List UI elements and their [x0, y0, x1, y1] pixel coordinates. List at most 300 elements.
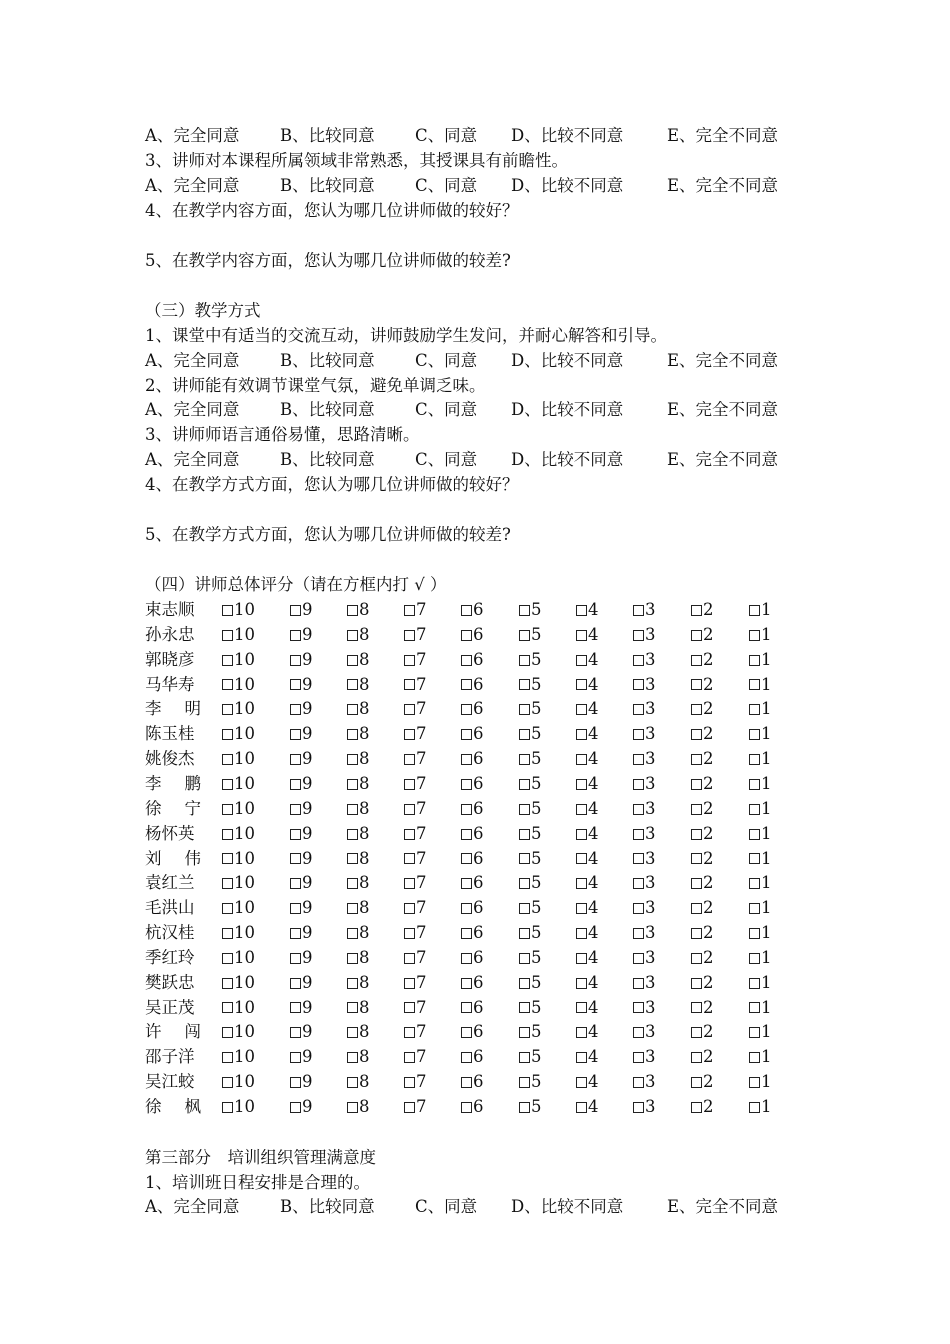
checkbox-square-icon[interactable]: [222, 978, 233, 989]
score-checkbox[interactable]: [519, 797, 542, 822]
score-checkbox[interactable]: [691, 847, 714, 872]
checkbox-square-icon[interactable]: [290, 1002, 301, 1013]
checkbox-square-icon[interactable]: [347, 679, 358, 690]
score-checkbox[interactable]: [347, 946, 370, 971]
score-checkbox[interactable]: [347, 598, 370, 623]
checkbox-square-icon[interactable]: [633, 754, 644, 765]
checkbox-square-icon[interactable]: [633, 878, 644, 889]
score-checkbox[interactable]: [222, 1020, 255, 1045]
answer-option[interactable]: C、同意: [415, 176, 478, 195]
score-checkbox[interactable]: [749, 1070, 772, 1095]
score-checkbox[interactable]: [222, 822, 255, 847]
score-checkbox[interactable]: [404, 772, 427, 797]
score-checkbox[interactable]: [749, 1020, 772, 1045]
checkbox-square-icon[interactable]: [461, 754, 472, 765]
score-checkbox[interactable]: [691, 1095, 714, 1120]
score-checkbox[interactable]: [222, 598, 255, 623]
score-checkbox[interactable]: [691, 971, 714, 996]
score-checkbox[interactable]: [461, 896, 484, 921]
checkbox-square-icon[interactable]: [576, 729, 587, 740]
answer-option[interactable]: C、同意: [415, 126, 478, 145]
checkbox-square-icon[interactable]: [404, 903, 415, 914]
checkbox-square-icon[interactable]: [222, 829, 233, 840]
checkbox-square-icon[interactable]: [519, 754, 530, 765]
checkbox-square-icon[interactable]: [347, 704, 358, 715]
score-checkbox[interactable]: [576, 946, 599, 971]
checkbox-square-icon[interactable]: [347, 754, 358, 765]
score-checkbox[interactable]: [461, 1020, 484, 1045]
score-checkbox[interactable]: [691, 946, 714, 971]
checkbox-square-icon[interactable]: [461, 729, 472, 740]
checkbox-square-icon[interactable]: [691, 903, 702, 914]
score-checkbox[interactable]: [633, 847, 656, 872]
score-checkbox[interactable]: [461, 921, 484, 946]
checkbox-square-icon[interactable]: [347, 630, 358, 641]
score-checkbox[interactable]: [461, 996, 484, 1021]
checkbox-square-icon[interactable]: [461, 704, 472, 715]
checkbox-square-icon[interactable]: [347, 1077, 358, 1088]
score-checkbox[interactable]: [222, 1070, 255, 1095]
checkbox-square-icon[interactable]: [519, 903, 530, 914]
score-checkbox[interactable]: [222, 871, 255, 896]
score-checkbox[interactable]: [404, 673, 427, 698]
score-checkbox[interactable]: [404, 648, 427, 673]
score-checkbox[interactable]: [633, 648, 656, 673]
checkbox-square-icon[interactable]: [576, 779, 587, 790]
score-checkbox[interactable]: [576, 697, 599, 722]
checkbox-square-icon[interactable]: [461, 978, 472, 989]
score-checkbox[interactable]: [691, 871, 714, 896]
score-checkbox[interactable]: [519, 697, 542, 722]
score-checkbox[interactable]: [461, 1095, 484, 1120]
score-checkbox[interactable]: [461, 772, 484, 797]
answer-option[interactable]: D、比较不同意: [511, 351, 624, 370]
score-checkbox[interactable]: [347, 772, 370, 797]
checkbox-square-icon[interactable]: [222, 804, 233, 815]
checkbox-square-icon[interactable]: [461, 605, 472, 616]
checkbox-square-icon[interactable]: [404, 754, 415, 765]
score-checkbox[interactable]: [749, 673, 772, 698]
checkbox-square-icon[interactable]: [290, 704, 301, 715]
score-checkbox[interactable]: [749, 871, 772, 896]
score-checkbox[interactable]: [290, 747, 313, 772]
checkbox-square-icon[interactable]: [290, 1102, 301, 1113]
score-checkbox[interactable]: [461, 648, 484, 673]
score-checkbox[interactable]: [290, 772, 313, 797]
checkbox-square-icon[interactable]: [691, 804, 702, 815]
answer-option[interactable]: B、比较同意: [280, 400, 375, 419]
checkbox-square-icon[interactable]: [749, 1052, 760, 1063]
score-checkbox[interactable]: [404, 598, 427, 623]
score-checkbox[interactable]: [290, 797, 313, 822]
checkbox-square-icon[interactable]: [519, 978, 530, 989]
checkbox-square-icon[interactable]: [222, 655, 233, 666]
checkbox-square-icon[interactable]: [222, 1027, 233, 1038]
checkbox-square-icon[interactable]: [576, 1027, 587, 1038]
score-checkbox[interactable]: [404, 871, 427, 896]
checkbox-square-icon[interactable]: [404, 853, 415, 864]
score-checkbox[interactable]: [290, 697, 313, 722]
checkbox-square-icon[interactable]: [633, 829, 644, 840]
checkbox-square-icon[interactable]: [749, 903, 760, 914]
checkbox-square-icon[interactable]: [404, 978, 415, 989]
score-checkbox[interactable]: [347, 971, 370, 996]
score-checkbox[interactable]: [404, 1045, 427, 1070]
score-checkbox[interactable]: [222, 896, 255, 921]
score-checkbox[interactable]: [290, 971, 313, 996]
checkbox-square-icon[interactable]: [576, 878, 587, 889]
checkbox-square-icon[interactable]: [691, 928, 702, 939]
checkbox-square-icon[interactable]: [290, 754, 301, 765]
checkbox-square-icon[interactable]: [691, 655, 702, 666]
checkbox-square-icon[interactable]: [749, 953, 760, 964]
score-checkbox[interactable]: [576, 648, 599, 673]
checkbox-square-icon[interactable]: [519, 729, 530, 740]
score-checkbox[interactable]: [347, 648, 370, 673]
checkbox-square-icon[interactable]: [222, 953, 233, 964]
checkbox-square-icon[interactable]: [347, 853, 358, 864]
answer-option[interactable]: B、比较同意: [280, 126, 375, 145]
score-checkbox[interactable]: [633, 921, 656, 946]
checkbox-square-icon[interactable]: [749, 754, 760, 765]
score-checkbox[interactable]: [633, 797, 656, 822]
checkbox-square-icon[interactable]: [576, 655, 587, 666]
checkbox-square-icon[interactable]: [633, 1102, 644, 1113]
checkbox-square-icon[interactable]: [633, 1077, 644, 1088]
checkbox-square-icon[interactable]: [347, 928, 358, 939]
checkbox-square-icon[interactable]: [519, 853, 530, 864]
checkbox-square-icon[interactable]: [290, 679, 301, 690]
checkbox-square-icon[interactable]: [222, 679, 233, 690]
checkbox-square-icon[interactable]: [290, 829, 301, 840]
checkbox-square-icon[interactable]: [222, 878, 233, 889]
score-checkbox[interactable]: [404, 1095, 427, 1120]
score-checkbox[interactable]: [404, 1020, 427, 1045]
checkbox-square-icon[interactable]: [691, 779, 702, 790]
score-checkbox[interactable]: [576, 722, 599, 747]
score-checkbox[interactable]: [749, 1045, 772, 1070]
checkbox-square-icon[interactable]: [404, 928, 415, 939]
score-checkbox[interactable]: [519, 847, 542, 872]
answer-option[interactable]: D、比较不同意: [511, 176, 624, 195]
checkbox-square-icon[interactable]: [404, 704, 415, 715]
checkbox-square-icon[interactable]: [222, 1102, 233, 1113]
checkbox-square-icon[interactable]: [222, 704, 233, 715]
score-checkbox[interactable]: [222, 697, 255, 722]
score-checkbox[interactable]: [404, 822, 427, 847]
checkbox-square-icon[interactable]: [404, 605, 415, 616]
answer-option[interactable]: C、同意: [415, 351, 478, 370]
checkbox-square-icon[interactable]: [461, 903, 472, 914]
answer-option[interactable]: E、完全不同意: [667, 351, 779, 370]
score-checkbox[interactable]: [749, 996, 772, 1021]
score-checkbox[interactable]: [290, 1045, 313, 1070]
checkbox-square-icon[interactable]: [749, 804, 760, 815]
checkbox-square-icon[interactable]: [290, 878, 301, 889]
checkbox-square-icon[interactable]: [519, 804, 530, 815]
checkbox-square-icon[interactable]: [633, 704, 644, 715]
checkbox-square-icon[interactable]: [290, 630, 301, 641]
checkbox-square-icon[interactable]: [461, 1077, 472, 1088]
score-checkbox[interactable]: [404, 797, 427, 822]
checkbox-square-icon[interactable]: [404, 1002, 415, 1013]
score-checkbox[interactable]: [691, 623, 714, 648]
score-checkbox[interactable]: [222, 921, 255, 946]
score-checkbox[interactable]: [576, 1020, 599, 1045]
checkbox-square-icon[interactable]: [347, 829, 358, 840]
score-checkbox[interactable]: [749, 1095, 772, 1120]
checkbox-square-icon[interactable]: [461, 655, 472, 666]
answer-option[interactable]: A、完全同意: [145, 400, 240, 419]
checkbox-square-icon[interactable]: [290, 853, 301, 864]
checkbox-square-icon[interactable]: [691, 704, 702, 715]
checkbox-square-icon[interactable]: [519, 1077, 530, 1088]
score-checkbox[interactable]: [222, 847, 255, 872]
checkbox-square-icon[interactable]: [222, 630, 233, 641]
checkbox-square-icon[interactable]: [404, 953, 415, 964]
checkbox-square-icon[interactable]: [461, 878, 472, 889]
answer-option[interactable]: C、同意: [415, 400, 478, 419]
checkbox-square-icon[interactable]: [633, 605, 644, 616]
checkbox-square-icon[interactable]: [519, 928, 530, 939]
answer-option[interactable]: D、比较不同意: [511, 450, 624, 469]
checkbox-square-icon[interactable]: [404, 1052, 415, 1063]
checkbox-square-icon[interactable]: [461, 1052, 472, 1063]
score-checkbox[interactable]: [461, 946, 484, 971]
checkbox-square-icon[interactable]: [290, 978, 301, 989]
checkbox-square-icon[interactable]: [749, 729, 760, 740]
score-checkbox[interactable]: [222, 747, 255, 772]
score-checkbox[interactable]: [404, 697, 427, 722]
score-checkbox[interactable]: [691, 673, 714, 698]
checkbox-square-icon[interactable]: [519, 679, 530, 690]
score-checkbox[interactable]: [633, 946, 656, 971]
checkbox-square-icon[interactable]: [290, 655, 301, 666]
score-checkbox[interactable]: [347, 673, 370, 698]
checkbox-square-icon[interactable]: [404, 804, 415, 815]
checkbox-square-icon[interactable]: [519, 1052, 530, 1063]
score-checkbox[interactable]: [691, 747, 714, 772]
checkbox-square-icon[interactable]: [691, 1052, 702, 1063]
checkbox-square-icon[interactable]: [691, 679, 702, 690]
score-checkbox[interactable]: [347, 1045, 370, 1070]
checkbox-square-icon[interactable]: [290, 953, 301, 964]
checkbox-square-icon[interactable]: [691, 853, 702, 864]
score-checkbox[interactable]: [404, 722, 427, 747]
checkbox-square-icon[interactable]: [290, 928, 301, 939]
score-checkbox[interactable]: [691, 598, 714, 623]
checkbox-square-icon[interactable]: [749, 704, 760, 715]
checkbox-square-icon[interactable]: [222, 853, 233, 864]
checkbox-square-icon[interactable]: [576, 704, 587, 715]
answer-option[interactable]: B、比较同意: [280, 176, 375, 195]
score-checkbox[interactable]: [461, 623, 484, 648]
answer-option[interactable]: D、比较不同意: [511, 400, 624, 419]
checkbox-square-icon[interactable]: [691, 1027, 702, 1038]
score-checkbox[interactable]: [290, 598, 313, 623]
score-checkbox[interactable]: [404, 1070, 427, 1095]
score-checkbox[interactable]: [290, 1020, 313, 1045]
checkbox-square-icon[interactable]: [691, 1077, 702, 1088]
score-checkbox[interactable]: [576, 772, 599, 797]
score-checkbox[interactable]: [691, 921, 714, 946]
checkbox-square-icon[interactable]: [347, 605, 358, 616]
score-checkbox[interactable]: [222, 996, 255, 1021]
answer-option[interactable]: D、比较不同意: [511, 1197, 624, 1216]
score-checkbox[interactable]: [461, 673, 484, 698]
checkbox-square-icon[interactable]: [347, 1002, 358, 1013]
score-checkbox[interactable]: [347, 1070, 370, 1095]
score-checkbox[interactable]: [519, 747, 542, 772]
score-checkbox[interactable]: [633, 747, 656, 772]
score-checkbox[interactable]: [633, 1045, 656, 1070]
score-checkbox[interactable]: [633, 1070, 656, 1095]
checkbox-square-icon[interactable]: [749, 605, 760, 616]
checkbox-square-icon[interactable]: [347, 878, 358, 889]
checkbox-square-icon[interactable]: [576, 1002, 587, 1013]
score-checkbox[interactable]: [222, 673, 255, 698]
score-checkbox[interactable]: [519, 648, 542, 673]
score-checkbox[interactable]: [347, 896, 370, 921]
checkbox-square-icon[interactable]: [749, 1002, 760, 1013]
checkbox-square-icon[interactable]: [519, 953, 530, 964]
score-checkbox[interactable]: [519, 722, 542, 747]
score-checkbox[interactable]: [749, 747, 772, 772]
score-checkbox[interactable]: [633, 623, 656, 648]
score-checkbox[interactable]: [576, 797, 599, 822]
score-checkbox[interactable]: [519, 598, 542, 623]
score-checkbox[interactable]: [290, 1070, 313, 1095]
score-checkbox[interactable]: [633, 971, 656, 996]
score-checkbox[interactable]: [347, 996, 370, 1021]
checkbox-square-icon[interactable]: [290, 729, 301, 740]
score-checkbox[interactable]: [576, 1095, 599, 1120]
score-checkbox[interactable]: [347, 871, 370, 896]
score-checkbox[interactable]: [290, 896, 313, 921]
checkbox-square-icon[interactable]: [461, 1002, 472, 1013]
checkbox-square-icon[interactable]: [576, 1077, 587, 1088]
checkbox-square-icon[interactable]: [576, 953, 587, 964]
score-checkbox[interactable]: [633, 871, 656, 896]
checkbox-square-icon[interactable]: [347, 1052, 358, 1063]
checkbox-square-icon[interactable]: [222, 729, 233, 740]
score-checkbox[interactable]: [691, 1070, 714, 1095]
checkbox-square-icon[interactable]: [749, 1102, 760, 1113]
score-checkbox[interactable]: [519, 1095, 542, 1120]
score-checkbox[interactable]: [519, 896, 542, 921]
answer-option[interactable]: A、完全同意: [145, 126, 240, 145]
score-checkbox[interactable]: [749, 946, 772, 971]
score-checkbox[interactable]: [461, 1070, 484, 1095]
score-checkbox[interactable]: [519, 772, 542, 797]
score-checkbox[interactable]: [290, 921, 313, 946]
checkbox-square-icon[interactable]: [691, 605, 702, 616]
answer-option[interactable]: E、完全不同意: [667, 1197, 779, 1216]
checkbox-square-icon[interactable]: [519, 1102, 530, 1113]
checkbox-square-icon[interactable]: [404, 655, 415, 666]
checkbox-square-icon[interactable]: [519, 1002, 530, 1013]
checkbox-square-icon[interactable]: [404, 630, 415, 641]
checkbox-square-icon[interactable]: [749, 1027, 760, 1038]
score-checkbox[interactable]: [691, 772, 714, 797]
score-checkbox[interactable]: [290, 822, 313, 847]
score-checkbox[interactable]: [347, 1095, 370, 1120]
score-checkbox[interactable]: [519, 822, 542, 847]
score-checkbox[interactable]: [461, 598, 484, 623]
checkbox-square-icon[interactable]: [576, 1052, 587, 1063]
score-checkbox[interactable]: [461, 1045, 484, 1070]
score-checkbox[interactable]: [461, 722, 484, 747]
checkbox-square-icon[interactable]: [461, 928, 472, 939]
answer-option[interactable]: E、完全不同意: [667, 400, 779, 419]
score-checkbox[interactable]: [749, 921, 772, 946]
checkbox-square-icon[interactable]: [749, 978, 760, 989]
answer-option[interactable]: E、完全不同意: [667, 450, 779, 469]
checkbox-square-icon[interactable]: [633, 953, 644, 964]
checkbox-square-icon[interactable]: [633, 630, 644, 641]
answer-option[interactable]: A、完全同意: [145, 450, 240, 469]
score-checkbox[interactable]: [519, 623, 542, 648]
answer-option[interactable]: A、完全同意: [145, 351, 240, 370]
checkbox-square-icon[interactable]: [633, 1052, 644, 1063]
checkbox-square-icon[interactable]: [633, 655, 644, 666]
checkbox-square-icon[interactable]: [691, 1002, 702, 1013]
checkbox-square-icon[interactable]: [404, 1077, 415, 1088]
checkbox-square-icon[interactable]: [404, 829, 415, 840]
score-checkbox[interactable]: [290, 847, 313, 872]
score-checkbox[interactable]: [347, 921, 370, 946]
answer-option[interactable]: E、完全不同意: [667, 126, 779, 145]
score-checkbox[interactable]: [461, 871, 484, 896]
score-checkbox[interactable]: [691, 822, 714, 847]
score-checkbox[interactable]: [576, 822, 599, 847]
checkbox-square-icon[interactable]: [347, 655, 358, 666]
score-checkbox[interactable]: [519, 673, 542, 698]
score-checkbox[interactable]: [576, 996, 599, 1021]
score-checkbox[interactable]: [222, 1095, 255, 1120]
score-checkbox[interactable]: [290, 1095, 313, 1120]
score-checkbox[interactable]: [519, 971, 542, 996]
score-checkbox[interactable]: [347, 747, 370, 772]
score-checkbox[interactable]: [576, 871, 599, 896]
checkbox-square-icon[interactable]: [633, 928, 644, 939]
score-checkbox[interactable]: [576, 896, 599, 921]
score-checkbox[interactable]: [633, 1095, 656, 1120]
answer-option[interactable]: C、同意: [415, 450, 478, 469]
score-checkbox[interactable]: [749, 648, 772, 673]
checkbox-square-icon[interactable]: [749, 878, 760, 889]
score-checkbox[interactable]: [290, 648, 313, 673]
checkbox-square-icon[interactable]: [290, 1077, 301, 1088]
checkbox-square-icon[interactable]: [633, 779, 644, 790]
score-checkbox[interactable]: [461, 697, 484, 722]
answer-option[interactable]: A、完全同意: [145, 1197, 240, 1216]
score-checkbox[interactable]: [290, 673, 313, 698]
checkbox-square-icon[interactable]: [749, 779, 760, 790]
score-checkbox[interactable]: [347, 797, 370, 822]
score-checkbox[interactable]: [404, 971, 427, 996]
checkbox-square-icon[interactable]: [519, 878, 530, 889]
checkbox-square-icon[interactable]: [576, 1102, 587, 1113]
score-checkbox[interactable]: [691, 996, 714, 1021]
checkbox-square-icon[interactable]: [461, 953, 472, 964]
checkbox-square-icon[interactable]: [461, 779, 472, 790]
checkbox-square-icon[interactable]: [519, 779, 530, 790]
score-checkbox[interactable]: [347, 1020, 370, 1045]
score-checkbox[interactable]: [347, 697, 370, 722]
checkbox-square-icon[interactable]: [691, 754, 702, 765]
score-checkbox[interactable]: [576, 921, 599, 946]
